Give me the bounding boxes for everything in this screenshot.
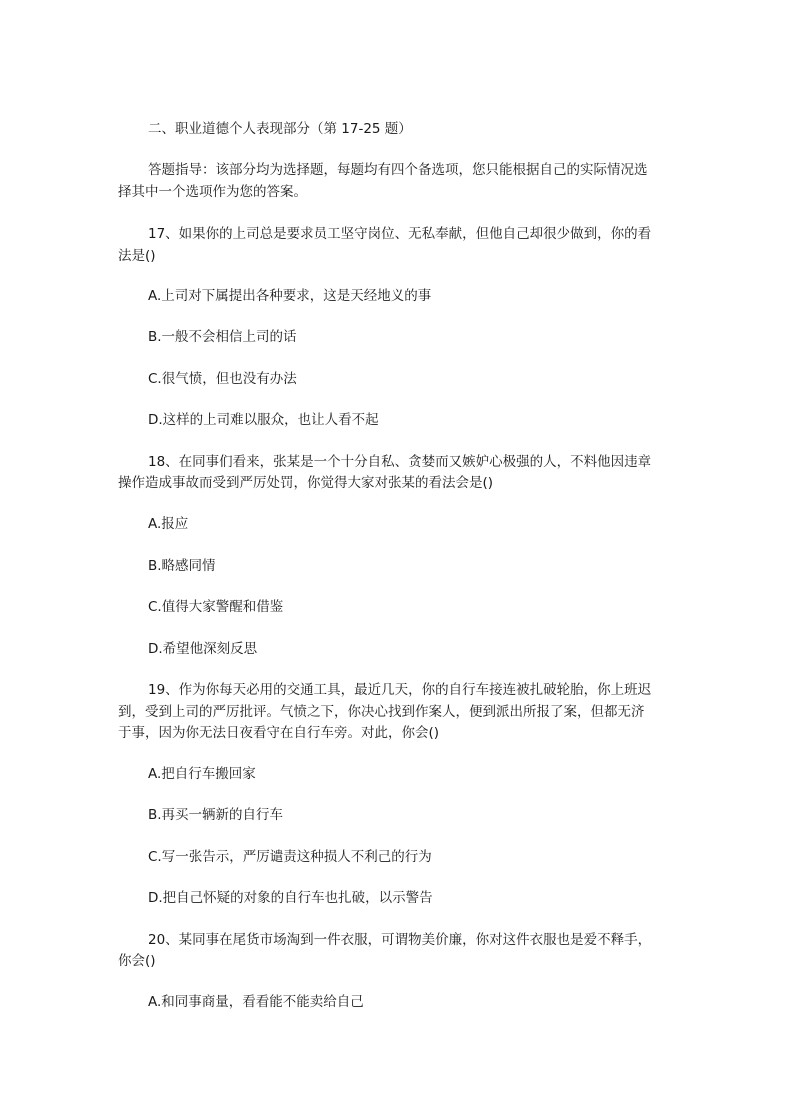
question-19-line-2: 到，受到上司的严厉批评。气愤之下，你决心找到作案人，便到派出所报了案，但都无济 bbox=[118, 704, 645, 720]
question-19-option-b: B.再买一辆新的自行车 bbox=[148, 807, 284, 823]
question-17-option-c: C.很气愤，但也没有办法 bbox=[148, 371, 297, 387]
question-18-option-b: B.略感同情 bbox=[148, 558, 216, 574]
instructions-line-1: 答题指导：该部分均为选择题，每题均有四个备选项，您只能根据自己的实际情况选 bbox=[148, 162, 648, 178]
instructions-line-2: 择其中一个选项作为您的答案。 bbox=[118, 184, 307, 200]
question-18-option-c: C.值得大家警醒和借鉴 bbox=[148, 599, 284, 615]
question-19-option-a: A.把自行车搬回家 bbox=[148, 766, 256, 782]
question-17-line-2: 法是() bbox=[118, 248, 156, 264]
question-17-option-b: B.一般不会相信上司的话 bbox=[148, 329, 297, 345]
question-19-option-c: C.写一张告示，严厉谴责这种损人不利己的行为 bbox=[148, 849, 432, 865]
question-18-line-1: 18、在同事们看来，张某是一个十分自私、贪婪而又嫉妒心极强的人，不料他因违章 bbox=[148, 454, 652, 470]
question-17-option-a: A.上司对下属提出各种要求，这是天经地义的事 bbox=[148, 288, 432, 304]
question-17-line-1: 17、如果你的上司总是要求员工坚守岗位、无私奉献，但他自己却很少做到，你的看 bbox=[148, 226, 652, 242]
question-18-option-a: A.报应 bbox=[148, 516, 189, 532]
question-19-line-1: 19、作为你每天必用的交通工具，最近几天，你的自行车接连被扎破轮胎，你上班迟 bbox=[148, 682, 652, 698]
section-title: 二、职业道德个人表现部分（第 17-25 题） bbox=[148, 121, 412, 137]
question-19-option-d: D.把自己怀疑的对象的自行车也扎破，以示警告 bbox=[148, 890, 433, 906]
question-19-line-3: 于事，因为你无法日夜看守在自行车旁。对此，你会() bbox=[118, 725, 440, 741]
question-20-line-2: 你会() bbox=[118, 953, 156, 969]
question-18-option-d: D.希望他深刻反思 bbox=[148, 641, 258, 657]
question-17-option-d: D.这样的上司难以服众，也让人看不起 bbox=[148, 412, 379, 428]
question-20-line-1: 20、某同事在尾货市场淘到一件衣服，可谓物美价廉，你对这件衣服也是爱不释手， bbox=[148, 932, 652, 948]
question-20-option-a: A.和同事商量，看看能不能卖给自己 bbox=[148, 994, 364, 1010]
question-18-line-2: 操作造成事故而受到严厉处罚，你觉得大家对张某的看法会是() bbox=[118, 475, 494, 491]
